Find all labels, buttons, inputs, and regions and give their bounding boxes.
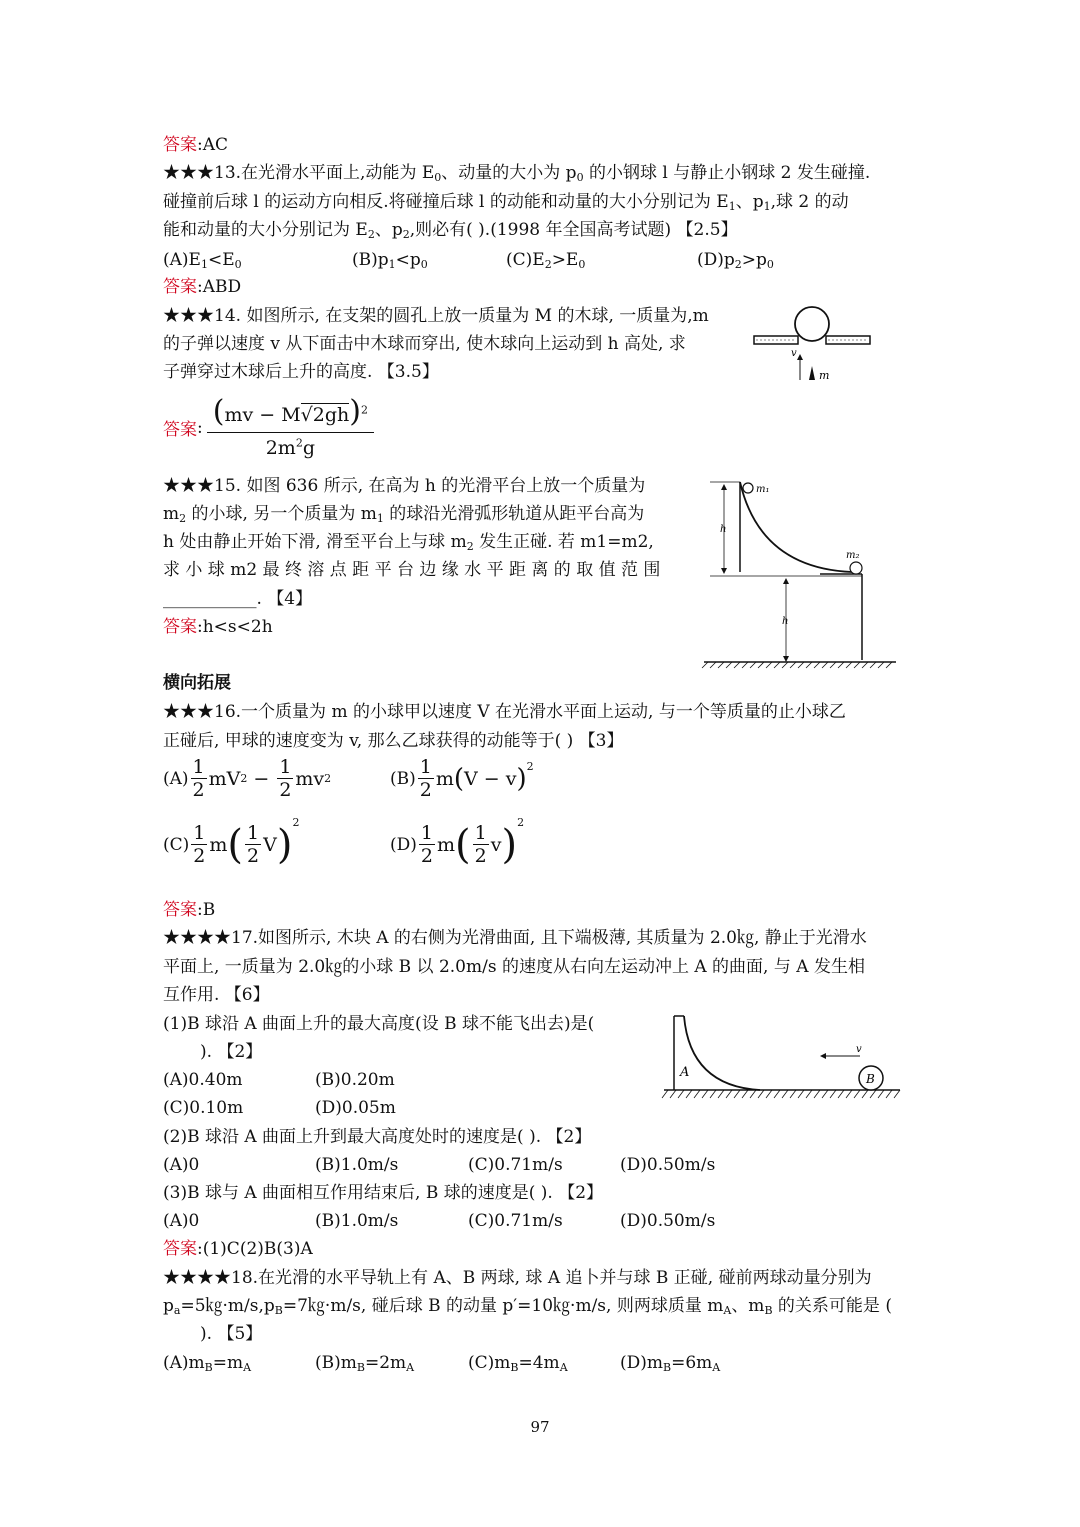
q15-line2: $m_2$ 的小球, 另一个质量为 $m_1$ 的球沿光滑弧形轨道从距平台高为 bbox=[163, 504, 645, 525]
answer-line-q12 bbox=[163, 133, 228, 157]
q15-figure bbox=[700, 476, 910, 668]
q16-option-d: (D) $\frac{1}{2}$ m ( $\frac{1}{2}$ v ) $^2$ bbox=[390, 815, 525, 868]
q16-option-c: (C) $\frac{1}{2}$ m ( $\frac{1}{2}$ V ) $^2$ bbox=[163, 815, 300, 868]
ball-m2 bbox=[850, 562, 862, 574]
q15-line4: 求 小 球 m2 最 终 溶 点 距 平 台 边 缘 水 平 距 离 的 取 值 范 围 bbox=[163, 560, 661, 580]
svg-text:h: h bbox=[782, 616, 789, 627]
q18-option-a: $(A)m_B=m_A$ bbox=[163, 1353, 252, 1374]
svg-text:m₁: m₁ bbox=[756, 484, 770, 495]
svg-text:A: A bbox=[680, 1065, 690, 1080]
q17-part1-line1: (1)B 球沿 A 曲面上升的最大高度(设 B 球不能飞出去)是( bbox=[163, 1014, 595, 1034]
q17-line3: 互作用. 【6】 bbox=[163, 985, 270, 1005]
answer-label: 答案 bbox=[163, 135, 197, 155]
svg-text:h: h bbox=[720, 524, 727, 535]
q13-option-a: $(A)E_1<E_0$ bbox=[163, 250, 242, 271]
q18-option-b: $(B)m_B=2m_A$ bbox=[315, 1353, 415, 1374]
q17-p3-option-c: (C)0.71m/s bbox=[468, 1211, 563, 1231]
arc-track bbox=[740, 482, 852, 572]
q16-line1: ★★★16.一个质量为 m 的小球甲以速度 V 在光滑水平面上运动, 与一个等质量的止小球乙 bbox=[163, 702, 846, 722]
q17-line1: ★★★★17.如图所示, 木块 A 的右侧为光滑曲面, 且下端极薄, 其质量为 2.0㎏, 静止于光滑水 bbox=[163, 928, 867, 948]
bullet-icon bbox=[809, 366, 815, 380]
q17-part2-line: (2)B 球沿 A 曲面上升到最大高度处时的速度是( ). 【2】 bbox=[163, 1127, 592, 1147]
q15-line1: ★★★15. 如图 636 所示, 在高为 h 的光滑平台上放一个质量为 bbox=[163, 476, 646, 496]
q15-line3: h 处由静止开始下滑, 滑至平台上与球 $m_2$ 发生正碰. 若 m1=m2, bbox=[163, 532, 654, 553]
q18-line2: $p_a=5㎏\cdot m/s,p_B=7㎏\cdot m/s$, 碰后球 B 的动量 p′=10㎏·m/s, 则两球质量 $m_A$、$m_B$ 的关系可能是 ( bbox=[163, 1296, 892, 1317]
q18-line3: ). 【5】 bbox=[200, 1324, 263, 1344]
q17-p2-option-b: (B)1.0m/s bbox=[315, 1155, 399, 1175]
svg-text:B: B bbox=[866, 1072, 875, 1086]
svg-text:v: v bbox=[856, 1044, 862, 1055]
q18-option-d: $(D)m_B=6m_A$ bbox=[620, 1353, 721, 1374]
answer-line-q13: 答案:ABD bbox=[163, 277, 242, 297]
q16-line2: 正碰后, 甲球的速度变为 v, 那么乙球获得的动能等于( ) 【3】 bbox=[163, 731, 624, 751]
q17-p1-option-b: (B)0.20m bbox=[315, 1070, 395, 1090]
q18-option-c: $(C)m_B=4m_A$ bbox=[468, 1353, 568, 1374]
q14-line3: 子弹穿过木球后上升的高度. 【3.5】 bbox=[163, 362, 439, 382]
q17-p2-option-a: (A)0 bbox=[163, 1155, 200, 1175]
q13-line2: 碰撞前后球 l 的运动方向相反.将碰撞后球 l 的动能和动量的大小分别记为 $E_1$、$p_1$,球 2 的动 bbox=[163, 192, 849, 213]
q13-option-b: $(B)p_1<p_0$ bbox=[352, 250, 428, 271]
q17-p1-option-c: (C)0.10m bbox=[163, 1098, 244, 1118]
fig-m-label: m bbox=[819, 369, 830, 382]
q17-p1-option-d: (D)0.05m bbox=[315, 1098, 396, 1118]
answer-line-q15: 答案:h<s<2h bbox=[163, 617, 273, 637]
q18-line1: ★★★★18.在光滑的水平导轨上有 A、B 两球, 球 A 追卜并与球 B 正碰, 碰前两球动量分别为 bbox=[163, 1268, 872, 1288]
q13-option-c: $(C)E_2>E_0$ bbox=[506, 250, 586, 271]
q17-line2: 平面上, 一质量为 2.0㎏的小球 B 以 2.0m/s 的速度从右向左运动冲上 A 的曲面, 与 A 发生相 bbox=[163, 957, 865, 977]
answer-line-q17: 答案:(1)C(2)B(3)A bbox=[163, 1239, 313, 1259]
page-number: 97 bbox=[530, 1418, 550, 1436]
q14-figure bbox=[752, 302, 876, 386]
q17-p2-option-c: (C)0.71m/s bbox=[468, 1155, 563, 1175]
q17-p3-option-b: (B)1.0m/s bbox=[315, 1211, 399, 1231]
q13-option-d: $(D)p_2>p_0$ bbox=[697, 250, 774, 271]
block-a-curve bbox=[684, 1016, 760, 1090]
answer-line-q14: 答案 : $\frac{(mv - M√2gh)^2}{2m^2g}$ bbox=[163, 392, 376, 463]
q16-option-b: (B) $\frac{1}{2}$ m ( V − v ) $^2$ bbox=[390, 756, 534, 801]
q17-p3-option-d: (D)0.50m/s bbox=[620, 1211, 716, 1231]
ball-m1 bbox=[743, 483, 753, 493]
q16-option-a: (A) $\frac{1}{2}$ mV 2 − $\frac{1}{2}$ mv 2 bbox=[163, 756, 332, 801]
answer-line-q16: 答案:B bbox=[163, 900, 216, 920]
wood-ball bbox=[795, 307, 829, 341]
section-title: 横向拓展 bbox=[163, 673, 231, 693]
q17-p3-option-a: (A)0 bbox=[163, 1211, 200, 1231]
q13-line3: 能和动量的大小分别记为 $E_2$、$p_2$,则必有( ).(1998 年全国高考试题) 【2.5】 bbox=[163, 220, 738, 241]
answer-value: :AC bbox=[197, 135, 229, 155]
q17-p1-option-a: (A)0.40m bbox=[163, 1070, 243, 1090]
q14-line2: 的子弹以速度 v 从下面击中木球而穿出, 使木球向上运动到 h 高处, 求 bbox=[163, 334, 686, 354]
stars: ★★★ bbox=[163, 163, 214, 183]
q17-part3-line: (3)B 球与 A 曲面相互作用结束后, B 球的速度是( ). 【2】 bbox=[163, 1183, 604, 1203]
q17-p2-option-d: (D)0.50m/s bbox=[620, 1155, 716, 1175]
q17-figure bbox=[660, 1012, 910, 1104]
q17-part1-line2: ). 【2】 bbox=[200, 1042, 263, 1062]
q15-line5: ___________. 【4】 bbox=[163, 589, 313, 609]
fig-v-label: v bbox=[791, 348, 797, 359]
q13-line1: ★★★13.在光滑水平面上,动能为 $E_0$、动量的大小为 $p_0$ 的小钢球 l 与静止小钢球 2 发生碰撞. bbox=[163, 163, 871, 184]
svg-text:m₂: m₂ bbox=[846, 550, 860, 561]
q14-line1: ★★★14. 如图所示, 在支架的圆孔上放一质量为 M 的木球, 一质量为,m bbox=[163, 306, 709, 326]
